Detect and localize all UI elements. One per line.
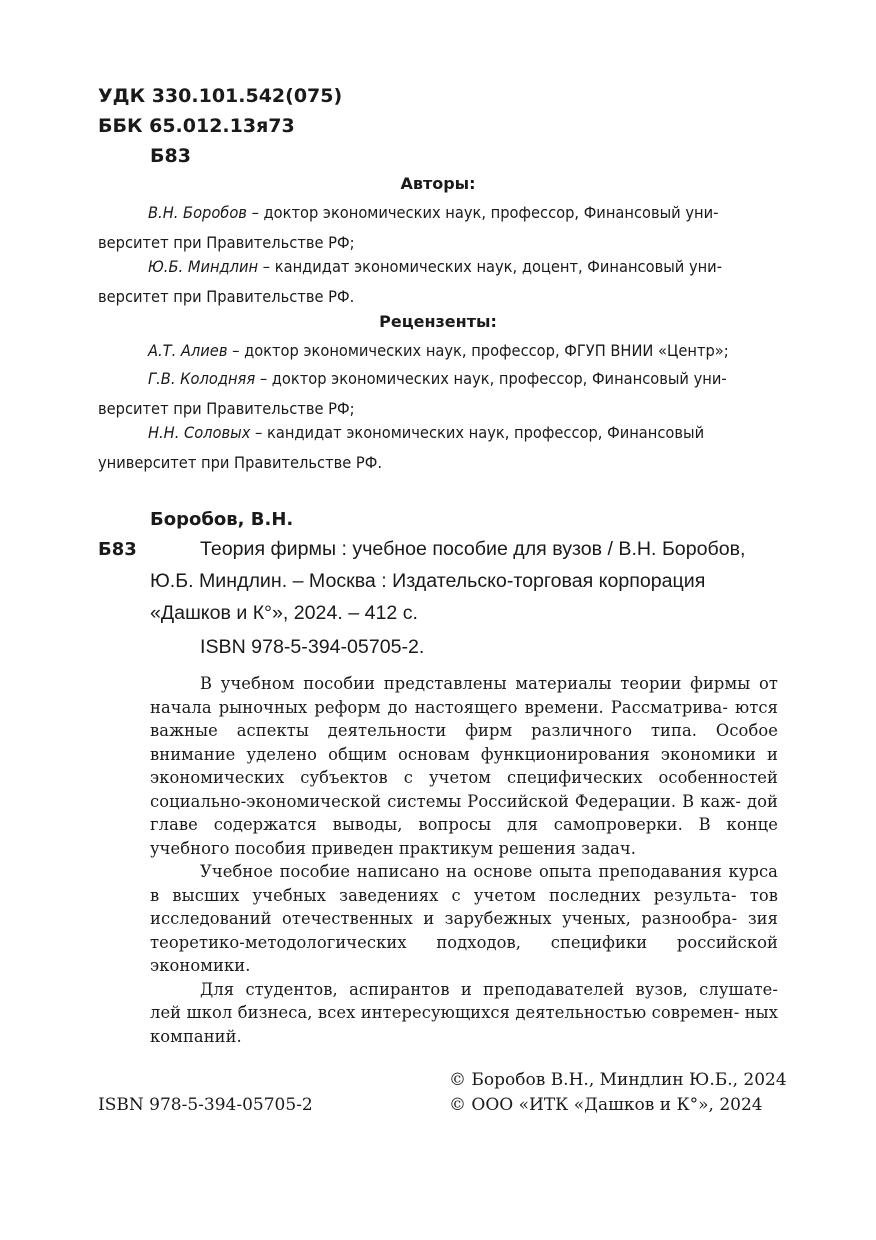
author-name: В.Н. Боробов <box>148 203 247 222</box>
isbn-bottom: ISBN 978-5-394-05705-2 <box>98 1095 313 1115</box>
authors-heading: Авторы: <box>400 174 476 193</box>
reviewer-name: Г.В. Колодняя <box>148 369 256 388</box>
abstract-paragraph-3: Для студентов, аспирантов и преподавателей вузов, слушате- лей школ бизнеса, всех интересующихся деятельностью современ- ных компаний. <box>150 979 778 1046</box>
reviewers-heading: Рецензенты: <box>379 312 497 331</box>
author-credit-2: Ю.Б. Миндлин – кандидат экономических наук, доцент, Финансовый уни- верситет при Правительстве РФ. <box>98 257 722 306</box>
abstract-paragraph-1: В учебном пособии представлены материалы теории фирмы от начала рыночных реформ до настоящего времени. Рассматрива- ются важные аспекты деятельности фирм различного типа. Особое внимание уделено общим основам функционирования экономики и экономических субъектов с учетом специфических особенностей социально-экономической системы Российской Федерации. В каж- дой главе содержатся выводы, вопросы для самопроверки. В конце учебного пособия приведен практикум решения задач. <box>150 674 778 858</box>
copyright-authors: © Боробов В.Н., Миндлин Ю.Б., 2024 <box>449 1070 787 1090</box>
bbk-code: ББК 65.012.13я73 <box>98 115 295 137</box>
reviewer-credit-1: А.Т. Алиев – доктор экономических наук, профессор, ФГУП ВНИИ «Центр»; <box>148 341 729 360</box>
reviewer-credit-3: Н.Н. Соловых – кандидат экономических наук, профессор, Финансовый университет при Правительстве РФ. <box>98 423 705 472</box>
reviewer-credit-2: Г.В. Колодняя – доктор экономических наук, профессор, Финансовый уни- верситет при Правительстве РФ; <box>98 369 727 418</box>
biblio-description: Теория фирмы : учебное пособие для вузов / В.Н. Боробов, Ю.Б. Миндлин. – Москва : Издательско-торговая корпорация «Дашков и К°», 2024. – 412 с. <box>150 538 746 624</box>
abstract <box>150 672 778 1048</box>
reviewer-name: Н.Н. Соловых <box>148 423 251 442</box>
reviewer-name: А.Т. Алиев <box>148 341 228 360</box>
author-name: Ю.Б. Миндлин <box>148 257 259 276</box>
biblio-isbn: ISBN 978-5-394-05705-2. <box>200 636 425 658</box>
biblio-code: Б83 <box>98 539 137 560</box>
author-mark: Б83 <box>150 145 191 167</box>
copyright-publisher: © ООО «ИТК «Дашков и К°», 2024 <box>449 1095 763 1115</box>
author-credit-1: В.Н. Боробов – доктор экономических наук, профессор, Финансовый уни- верситет при Правительстве РФ; <box>98 203 719 252</box>
abstract-paragraph-2: Учебное пособие написано на основе опыта преподавания курса в высших учебных заведениях с учетом последних результа- тов исследований отечественных и зарубежных ученых, разнообра- зия теоретико-методологических подходов, специфики российской экономики. <box>150 862 778 975</box>
udk-code: УДК 330.101.542(075) <box>98 85 343 107</box>
biblio-author: Боробов, В.Н. <box>150 509 294 530</box>
